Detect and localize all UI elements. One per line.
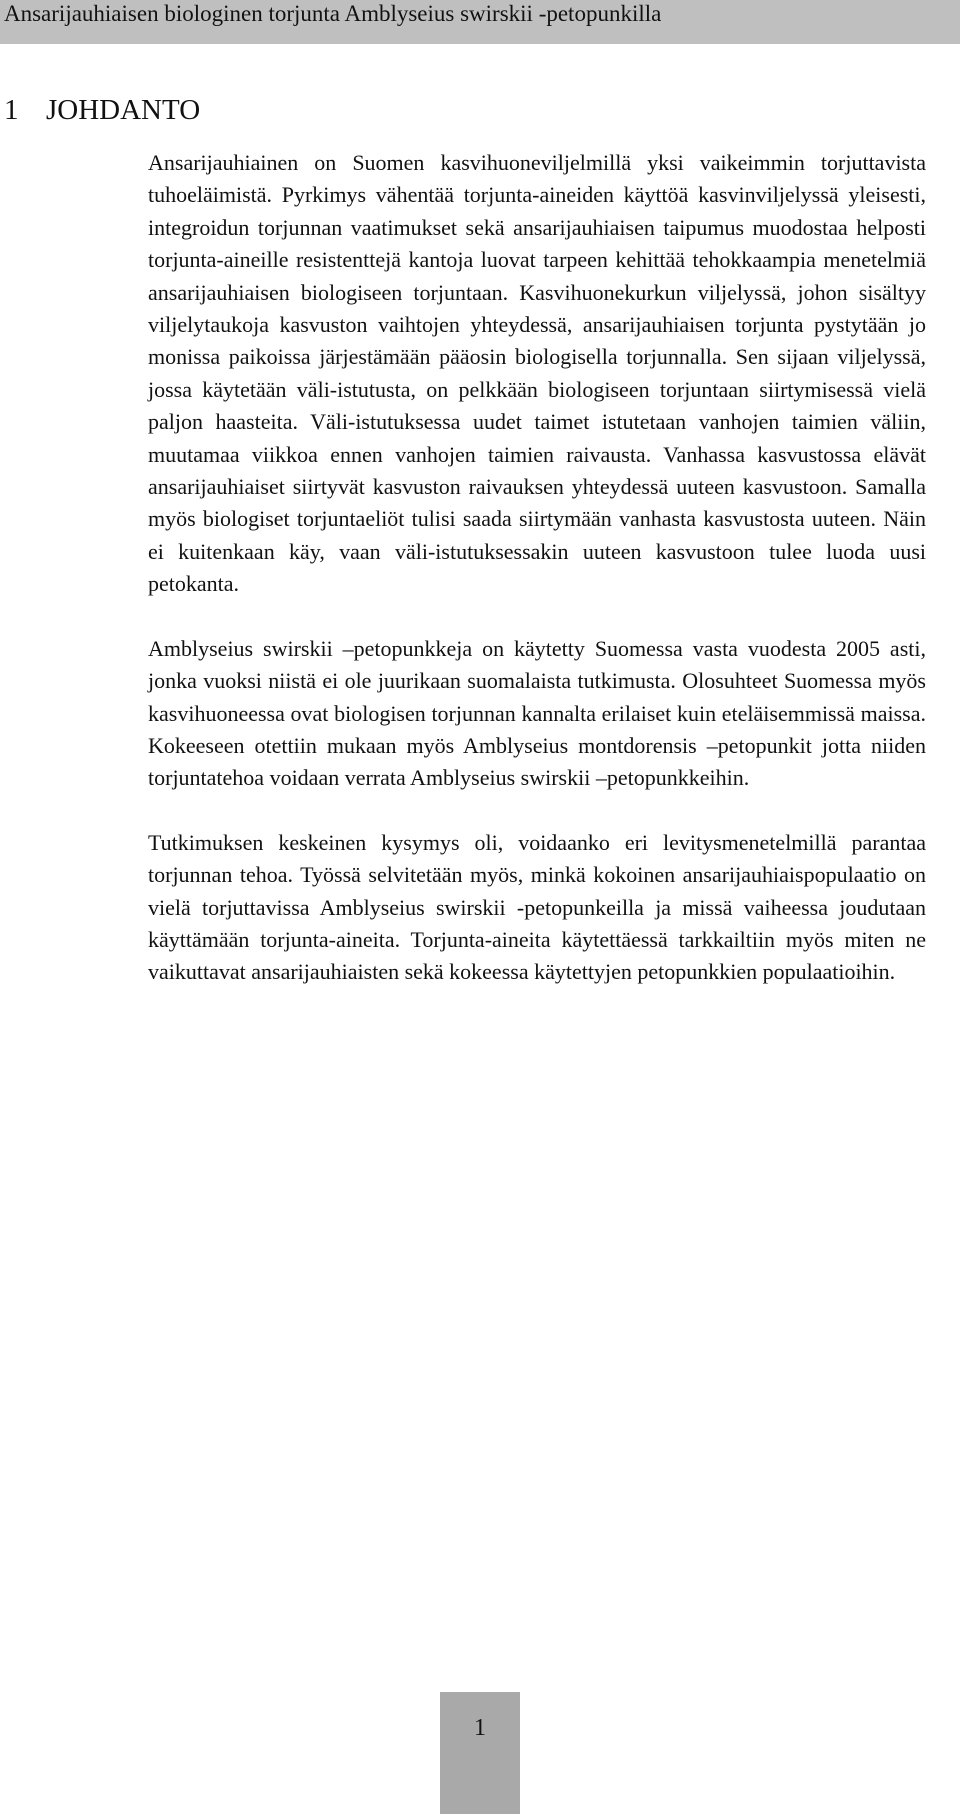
section-title: JOHDANTO xyxy=(46,94,201,126)
paragraph-research-question: Tutkimuksen keskeinen kysymys oli, voidaanko eri levitysmenetelmillä parantaa torjunnan tehoa. Työssä selvitetään myös, minkä kokoinen ansarijauhiaispopulaatio on vielä torjuttavissa Amblyseius swirskii -petopunkeilla ja missä vaiheessa joudutaan käyttämään torjunta-aineita. Torjunta-aineita käytettäessä tarkkailtiin myös miten ne vaikuttavat ansarijauhiaisten sekä kokeessa käytettyjen petopunkkien populaatioihin. xyxy=(148,829,926,985)
running-header xyxy=(0,0,960,44)
page-number: 1 xyxy=(474,1715,486,1741)
paragraph-intro: Ansarijauhiainen on Suomen kasvihuoneviljelmillä yksi vaikeimmin torjuttavista tuhoeläimistä. Pyrkimys vähentää torjunta-aineiden käyttöä kasvinviljelyssä yleisesti, integroidun torjunnan vaatimukset sekä ansarijauhiaisen taipumus muodostaa helposti torjunta-aineille resistenttejä kantoja luovat tarpeen kehittää tehokkaampia menetelmiä ansarijauhiaisen biologiseen torjuntaan. Kasvihuonekurkun viljelyssä, johon sisältyy viljelytaukoja kasvuston vaihtojen yhteydessä, ansarijauhiaisen torjunta pystytään jo monissa paikoissa järjestämään pääosin biologisella torjunnalla. Sen sijaan viljelyssä, jossa käytetään väli-istutusta, on pelkkään biologiseen torjuntaan siirtymisessä vielä paljon haasteita. Väli-istutuksessa uudet taimet istutetaan vanhojen taimien väliin, muutamaa viikkoa ennen vanhojen taimien raivausta. Vanhassa kasvustossa elävät ansarijauhiaiset siirtyvät kasvuston raivauksen yhteydessä uuteen kasvustoon. Samalla myös biologiset torjuntaeliöt tulisi saada siirtymään vanhasta kasvustosta uuteen. Näin ei kuitenkaan käy, vaan väli-istutuksessakin uuteen kasvustoon tulee luoda uusi petokanta. xyxy=(148,150,926,597)
section-number: 1 xyxy=(4,94,19,126)
paragraph-amblyseius: Amblyseius swirskii –petopunkkeja on käytetty Suomessa vasta vuodesta 2005 asti, jonka vuoksi niistä ei ole juurikaan suomalaista tutkimusta. Olosuhteet Suomessa myös kasvihuoneessa ovat biologisen torjunnan kannalta erilaiset kuin eteläisemmissä maissa. Kokeeseen otettiin mukaan myös Amblyseius montdorensis –petopunkit jotta niiden torjuntatehoa voidaan verrata Amblyseius swirskii –petopunkkeihin. xyxy=(148,635,926,791)
body-text xyxy=(148,147,926,1021)
page-footer xyxy=(440,1692,520,1814)
section-heading xyxy=(4,92,200,128)
running-header-title: Ansarijauhiaisen biologinen torjunta Amblyseius swirskii -petopunkilla xyxy=(4,1,662,26)
